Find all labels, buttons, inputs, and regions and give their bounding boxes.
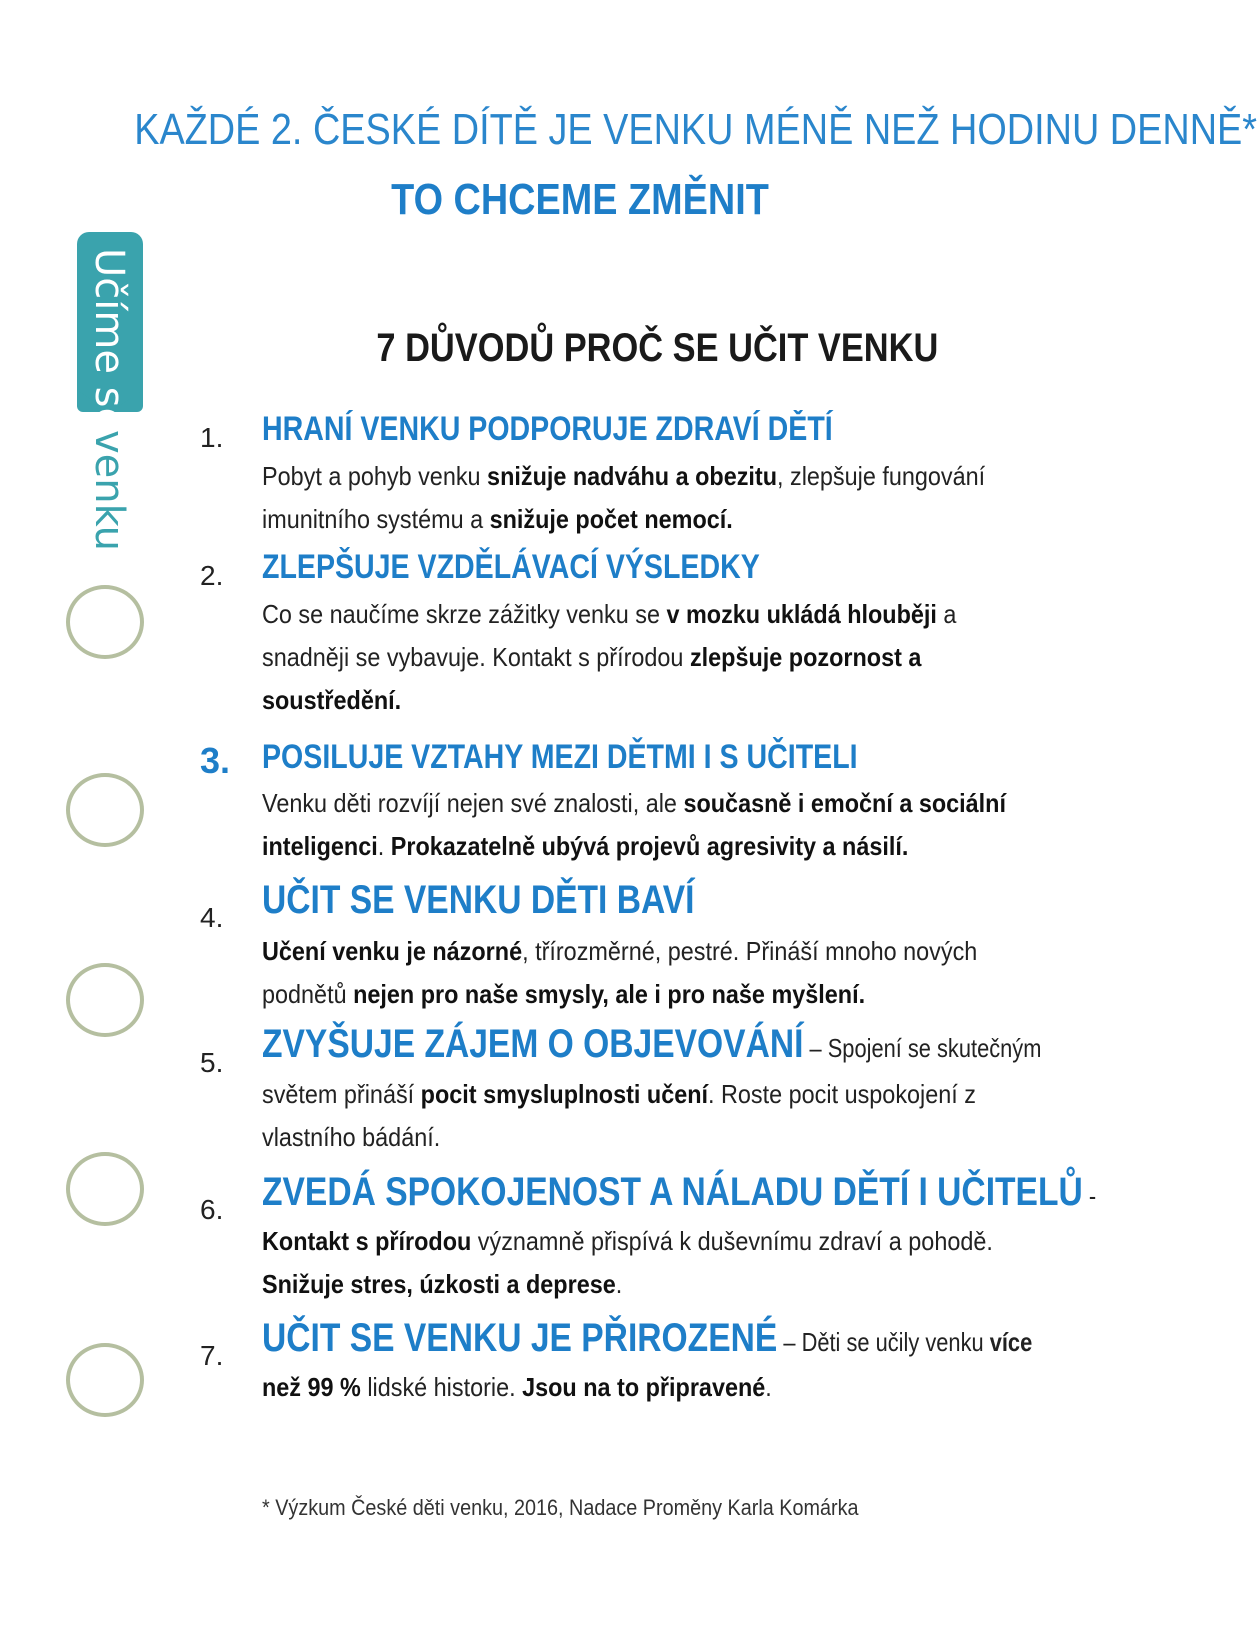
reason-title: UČIT SE VENKU JE PŘIROZENÉ – Děti se učily venku více xyxy=(262,1316,1033,1360)
reason-number: 6. xyxy=(200,1194,224,1225)
reason-number: 7. xyxy=(200,1340,224,1371)
checkbox-circle-icon xyxy=(66,1343,144,1417)
reason-number: 3. xyxy=(200,740,231,781)
header-line2: TO CHCEME ZMĚNIT xyxy=(391,175,769,224)
reason-number: 5. xyxy=(200,1047,224,1078)
reason-title: HRANÍ VENKU PODPORUJE ZDRAVÍ DĚTÍ xyxy=(262,410,833,448)
checkbox-circle-icon xyxy=(66,585,144,659)
reason-number: 4. xyxy=(200,902,224,933)
side-tab-label-2: venku xyxy=(86,430,132,551)
reason-text: Co se naučíme skrze zážitky venku se v mozku ukládá hlouběji a snadněji se vybavuje. Kontakt s přírodou zlepšuje pozornost a soustředění. xyxy=(262,599,957,715)
reason-title: ZVEDÁ SPOKOJENOST A NÁLADU DĚTÍ I UČITELŮ - xyxy=(262,1170,1097,1214)
checkbox-circle-icon xyxy=(66,773,144,847)
side-tab-label: Učíme se xyxy=(86,248,132,433)
reason-number: 2. xyxy=(200,560,224,591)
reason-text: Venku děti rozvíjí nejen své znalosti, ale současně i emoční a sociální inteligenci. Prokazatelně ubývá projevů agresivity a násilí. xyxy=(262,788,1006,861)
reason-text: světem přináší pocit smysluplnosti učení. Roste pocit uspokojení z vlastního bádání. xyxy=(262,1079,976,1152)
reason-title: ZLEPŠUJE VZDĚLÁVACÍ VÝSLEDKY xyxy=(262,548,760,586)
reason-text: než 99 % lidské historie. Jsou na to připravené. xyxy=(262,1372,772,1402)
footnote: * Výzkum České děti venku, 2016, Nadace Proměny Karla Komárka xyxy=(262,1495,859,1520)
section-heading: 7 DŮVODŮ PROČ SE UČIT VENKU xyxy=(376,326,939,370)
checkbox-circle-icon xyxy=(66,1152,144,1226)
reason-text: Učení venku je názorné, třírozměrné, pestré. Přináší mnoho nových podnětů nejen pro naše smysly, ale i pro naše myšlení. xyxy=(262,936,978,1009)
reason-text: Pobyt a pohyb venku snižuje nadváhu a obezitu, zlepšuje fungování imunitního systému a snižuje počet nemocí. xyxy=(262,461,986,534)
checkbox-circle-icon xyxy=(66,963,144,1037)
reason-title: UČIT SE VENKU DĚTI BAVÍ xyxy=(262,878,695,922)
header-line1: KAŽDÉ 2. ČESKÉ DÍTĚ JE VENKU MÉNĚ NEŽ HODINU DENNĚ* xyxy=(134,105,1257,154)
reason-text: Kontakt s přírodou významně přispívá k duševnímu zdraví a pohodě. Snižuje stres, úzkosti a deprese. xyxy=(262,1226,993,1299)
reason-number: 1. xyxy=(200,422,224,453)
reason-title: POSILUJE VZTAHY MEZI DĚTMI I S UČITELI xyxy=(262,738,858,776)
reason-title: ZVYŠUJE ZÁJEM O OBJEVOVÁNÍ – Spojení se skutečným xyxy=(262,1022,1042,1066)
